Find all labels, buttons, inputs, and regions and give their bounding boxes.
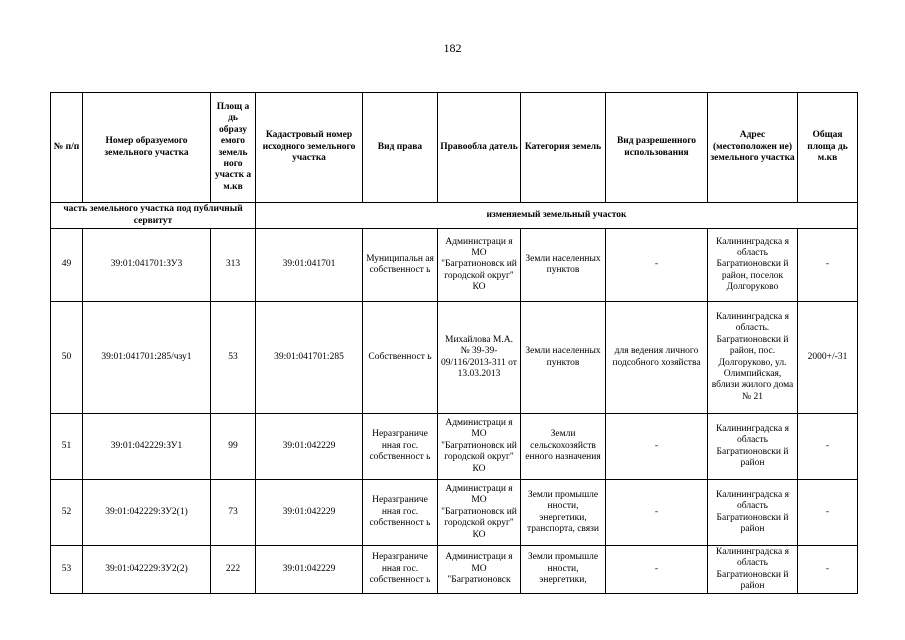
cell-area: 99	[211, 414, 256, 480]
cell-cadastral: 39:01:042229	[256, 480, 363, 546]
cell-holder: Администраци я МО "Багратионовск ий городской округ" КО	[438, 480, 521, 546]
cell-right: Неразграниче нная гос. собственност ь	[363, 546, 438, 594]
cell-total: 2000+/-31	[798, 302, 858, 414]
cell-holder: Администраци я МО "Багратионовск ий городской округ" КО	[438, 414, 521, 480]
cell-usage: -	[606, 480, 708, 546]
cell-area: 222	[211, 546, 256, 594]
header-plot-number: Номер образуемого земельного участка	[83, 93, 211, 203]
cell-address: Калининградска я область Багратионовски й район, поселок Долгоруково	[708, 229, 798, 302]
cell-cadastral: 39:01:041701:285	[256, 302, 363, 414]
header-cadastral: Кадастровый номер исходного земельного участка	[256, 93, 363, 203]
table-row	[51, 414, 858, 480]
header-total-area: Общая площа дь м.кв	[798, 93, 858, 203]
cell-right: Муниципальн ая собственност ь	[363, 229, 438, 302]
cell-cadastral: 39:01:042229	[256, 546, 363, 594]
cell-usage: -	[606, 546, 708, 594]
cell-category: Земли сельскохозяйств енного назначения	[521, 414, 606, 480]
cell-num: 50	[51, 302, 83, 414]
cell-category: Земли населенных пунктов	[521, 302, 606, 414]
cell-right: Неразграниче нная гос. собственност ь	[363, 414, 438, 480]
cell-address: Калининградска я область Багратионовски й район	[708, 546, 798, 594]
cell-num: 52	[51, 480, 83, 546]
header-row	[51, 93, 858, 203]
cell-plot: 39:01:042229:ЗУ1	[83, 414, 211, 480]
cell-usage: для ведения личного подсобного хозяйства	[606, 302, 708, 414]
cell-right: Неразграниче нная гос. собственност ь	[363, 480, 438, 546]
cell-plot: 39:01:041701:285/чзу1	[83, 302, 211, 414]
cell-num: 51	[51, 414, 83, 480]
table-row	[51, 302, 858, 414]
header-area: Площ а дь образу емого земель ного участк а м.кв	[211, 93, 256, 203]
cell-holder: Михайлова М.А. № 39-39-09/116/2013-311 от 13.03.2013	[438, 302, 521, 414]
cell-total: -	[798, 414, 858, 480]
cell-num: 53	[51, 546, 83, 594]
cell-category: Земли промышле нности, энергетики,	[521, 546, 606, 594]
header-right-type: Вид права	[363, 93, 438, 203]
table-row	[51, 546, 858, 594]
cell-total: -	[798, 229, 858, 302]
cell-num: 49	[51, 229, 83, 302]
cell-usage: -	[606, 229, 708, 302]
cell-address: Калининградска я область Багратионовски й район	[708, 414, 798, 480]
cell-category: Земли населенных пунктов	[521, 229, 606, 302]
cell-address: Калининградска я область. Багратионовски й район, пос. Долгоруково, ул. Олимпийская, вблизи жилого дома № 21	[708, 302, 798, 414]
cell-plot: 39:01:042229:ЗУ2(2)	[83, 546, 211, 594]
cell-category: Земли промышле нности, энергетики, транспорта, связи	[521, 480, 606, 546]
page-number: 182	[443, 41, 462, 55]
section-right: изменяемый земельный участок	[256, 203, 858, 229]
cell-plot: 39:01:042229:ЗУ2(1)	[83, 480, 211, 546]
cell-right: Собственност ь	[363, 302, 438, 414]
cell-total: -	[798, 480, 858, 546]
cell-total: -	[798, 546, 858, 594]
cell-holder: Администраци я МО "Багратионовск ий городской округ" КО	[438, 229, 521, 302]
section-row	[51, 203, 858, 229]
table-row	[51, 480, 858, 546]
land-plots-table	[50, 92, 858, 594]
header-holder: Правообла датель	[438, 93, 521, 203]
cell-cadastral: 39:01:041701	[256, 229, 363, 302]
cell-address: Калининградска я область Багратионовски й район	[708, 480, 798, 546]
cell-plot: 39:01:041701:ЗУ3	[83, 229, 211, 302]
cell-area: 73	[211, 480, 256, 546]
cell-holder: Администраци я МО "Багратионовск	[438, 546, 521, 594]
cell-cadastral: 39:01:042229	[256, 414, 363, 480]
cell-usage: -	[606, 414, 708, 480]
table-row	[51, 229, 858, 302]
cell-area: 53	[211, 302, 256, 414]
cell-area: 313	[211, 229, 256, 302]
header-address: Адрес (местоположен ие) земельного участка	[708, 93, 798, 203]
header-usage: Вид разрешенного использования	[606, 93, 708, 203]
header-num: № п/п	[51, 93, 83, 203]
header-category: Категория земель	[521, 93, 606, 203]
section-left: часть земельного участка под публичный сервитут	[51, 203, 256, 229]
